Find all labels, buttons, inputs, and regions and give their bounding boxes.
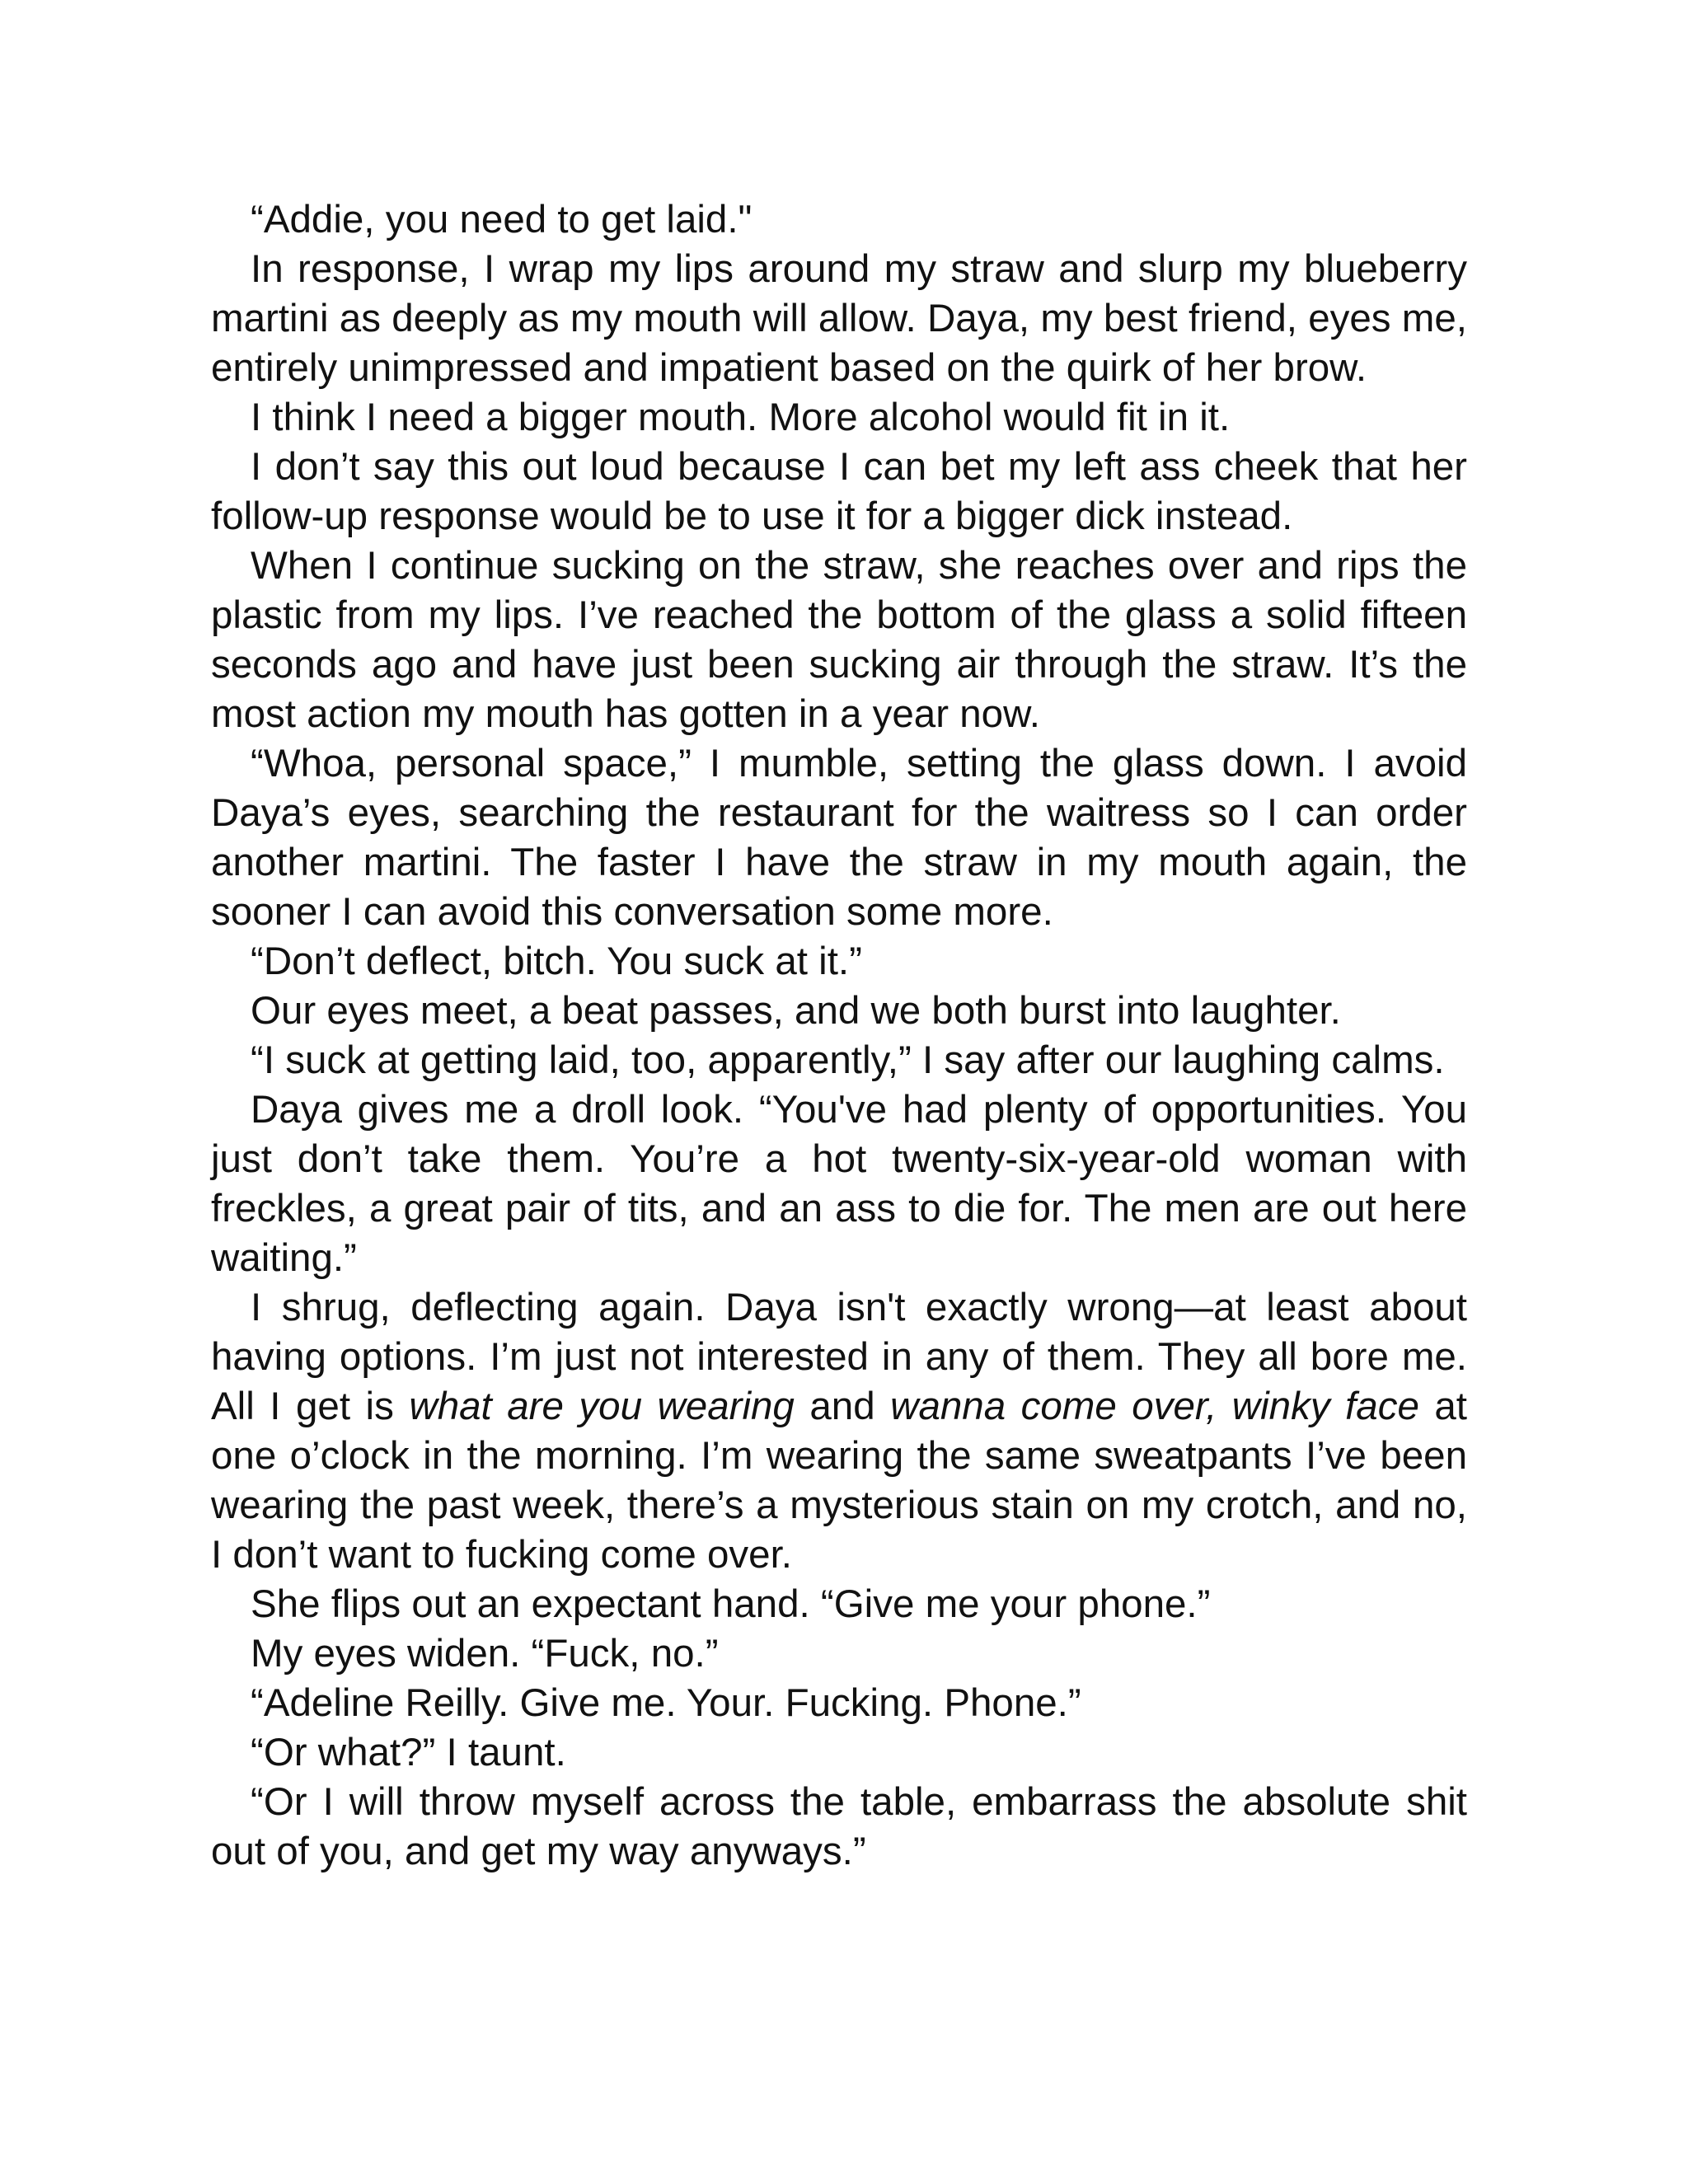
text-segment: In response, I wrap my lips around my straw and slurp my blueberry martini as deeply as my mouth will allow. Daya, my best friend, eyes me, entirely unimpressed and impatient based on the quirk of her brow. bbox=[211, 247, 1467, 390]
text-segment: “Adeline Reilly. Give me. Your. Fucking. Phone.” bbox=[251, 1681, 1081, 1725]
text-segment: I don’t say this out loud because I can bet my left ass cheek that her follow-up response would be to use it for a bigger dick instead. bbox=[211, 445, 1467, 538]
document-page bbox=[211, 195, 1467, 1877]
text-segment: “Addie, you need to get laid." bbox=[251, 198, 753, 241]
paragraph bbox=[211, 1580, 1467, 1629]
paragraph bbox=[211, 739, 1467, 937]
text-segment: at one o’clock in the morning. I’m wearing the same sweatpants I’ve been wearing the past week, there’s a mysterious stain on my crotch, and no, I don’t want to fucking come over. bbox=[211, 1385, 1468, 1577]
paragraph bbox=[211, 393, 1467, 443]
paragraph bbox=[211, 443, 1467, 541]
text-segment: My eyes widen. “Fuck, no.” bbox=[251, 1632, 719, 1675]
paragraph bbox=[211, 1629, 1467, 1679]
paragraph bbox=[211, 987, 1467, 1036]
text-segment: “Don’t deflect, bitch. You suck at it.” bbox=[251, 940, 862, 983]
text-segment: I shrug, deflecting again. Daya isn't exactly wrong—at least about having options. I’m just not interested in any of them. They all bore me. All I get is bbox=[211, 1286, 1467, 1428]
paragraph bbox=[211, 195, 1467, 245]
text-segment: “Or I will throw myself across the table, embarrass the absolute shit out of you, and get my way anyways.” bbox=[211, 1780, 1467, 1873]
text-segment: “I suck at getting laid, too, apparently,” I say after our laughing calms. bbox=[251, 1038, 1445, 1082]
text-segment: and bbox=[794, 1385, 891, 1428]
paragraph bbox=[211, 541, 1467, 739]
paragraph bbox=[211, 1728, 1467, 1778]
paragraph bbox=[211, 1283, 1467, 1580]
paragraph bbox=[211, 1778, 1467, 1877]
italic-text-segment: what are you wearing bbox=[409, 1385, 795, 1428]
text-segment: She flips out an expectant hand. “Give me your phone.” bbox=[251, 1582, 1211, 1626]
text-segment: When I continue sucking on the straw, she reaches over and rips the plastic from my lips. I’ve reached the bottom of the glass a solid fifteen seconds ago and have just been sucking air through the straw. It’s the most action my mouth has gotten in a year now. bbox=[211, 544, 1467, 736]
paragraph bbox=[211, 1085, 1467, 1283]
text-segment: “Whoa, personal space,” I mumble, setting the glass down. I avoid Daya’s eyes, searching the restaurant for the waitress so I can order another martini. The faster I have the straw in my mouth again, the sooner I can avoid this conversation some more. bbox=[211, 742, 1467, 934]
paragraph bbox=[211, 937, 1467, 987]
text-segment: “Or what?” I taunt. bbox=[251, 1731, 566, 1774]
text-segment: I think I need a bigger mouth. More alcohol would fit in it. bbox=[251, 396, 1231, 439]
paragraph bbox=[211, 245, 1467, 393]
text-segment: Our eyes meet, a beat passes, and we both burst into laughter. bbox=[251, 989, 1341, 1033]
paragraph bbox=[211, 1036, 1467, 1085]
paragraph bbox=[211, 1679, 1467, 1728]
text-segment: Daya gives me a droll look. “You've had plenty of opportunities. You just don’t take them. You’re a hot twenty-six-year-old woman with freckles, a great pair of tits, and an ass to die for. The men are out here waiting.” bbox=[211, 1088, 1467, 1280]
italic-text-segment: wanna come over, winky face bbox=[890, 1385, 1419, 1428]
